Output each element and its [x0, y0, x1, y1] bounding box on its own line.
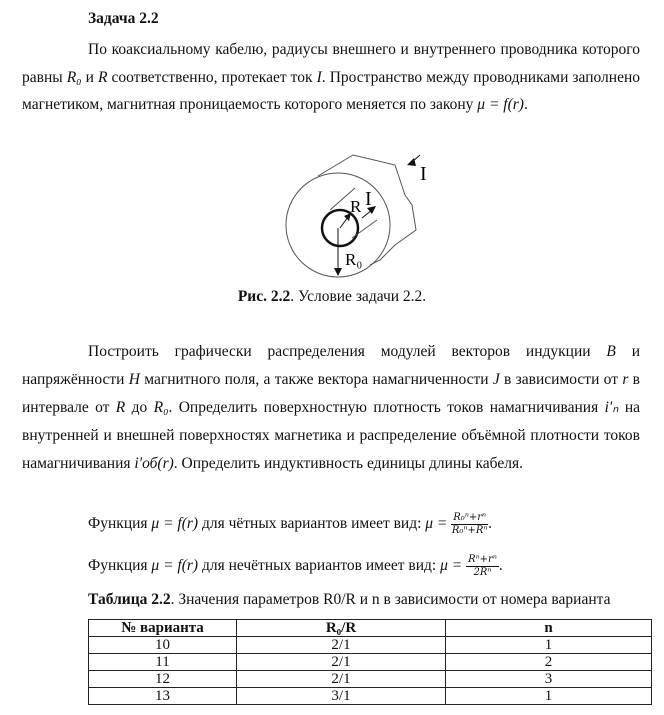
problem-statement: По коаксиальному кабелю, радиусы внешнего и внутреннего проводника которого равны R₀ и R соответственно, протекает ток I. Пространство между проводниками заполнено магнетиком, магнитная проницаемость которого меняется по закону μ = f(r). — [22, 41, 641, 113]
cell-variant: 12 — [89, 671, 237, 688]
task-description: Построить графически распределения модулей векторов индукции B и напряжённости H магнитного поля, а также вектора намагниченности J в зависимости от r в интервале от R до R₀. Определить поверхностную плотность токов намагничивания i′ₙ на внутренней и внешней поверхностях магнетика и распределение объёмной плотности токов намагничивания i′об(r). Определить индуктивность единицы длины кабеля. — [22, 343, 641, 472]
header-ratio: R₀/R — [237, 620, 446, 637]
cell-ratio: 2/1 — [237, 671, 446, 688]
cell-n: 3 — [446, 671, 652, 688]
problem-title: Задача 2.2 — [88, 10, 159, 27]
cell-ratio: 2/1 — [237, 654, 446, 671]
arrow-icon — [334, 268, 342, 276]
table-caption: Таблица 2.2. Значения параметров R0/R и n в зависимости от номера варианта — [88, 591, 611, 608]
variants-table — [88, 619, 652, 705]
cell-variant: 11 — [89, 654, 237, 671]
formula-even: Функция μ = f(r) для чётных вариантов имеет вид: μ = $\frac{\text{R₀ⁿ+rⁿ}}{\text{R₀ⁿ+Rⁿ}}$ . — [88, 512, 492, 536]
header-variant: № варианта — [89, 620, 237, 637]
cell-ratio: 3/1 — [237, 688, 446, 705]
cell-n: 1 — [446, 688, 652, 705]
table-row — [89, 671, 652, 688]
table-header-row — [89, 620, 652, 637]
outer-radius-label: R₀ — [345, 250, 363, 269]
formula-odd: Функция μ = f(r) для нечётных вариантов имеет вид: μ = $\frac{\text{Rⁿ+rⁿ}}{\text{2Rⁿ}}$ . — [88, 554, 503, 578]
coaxial-cable-figure — [230, 150, 450, 280]
table-row — [89, 637, 652, 654]
current-label-inner: I — [365, 188, 372, 210]
cell-n: 2 — [446, 654, 652, 671]
inner-radius-label: R — [350, 197, 362, 216]
cell-n: 1 — [446, 637, 652, 654]
cell-ratio: 2/1 — [237, 637, 446, 654]
figure-caption: Рис. 2.2. Условие задачи 2.2. — [237, 288, 427, 305]
header-n: n — [446, 620, 652, 637]
current-label-outer: I — [420, 163, 427, 185]
cell-variant: 13 — [89, 688, 237, 705]
table-row — [89, 688, 652, 705]
cell-variant: 10 — [89, 637, 237, 654]
table-row — [89, 654, 652, 671]
